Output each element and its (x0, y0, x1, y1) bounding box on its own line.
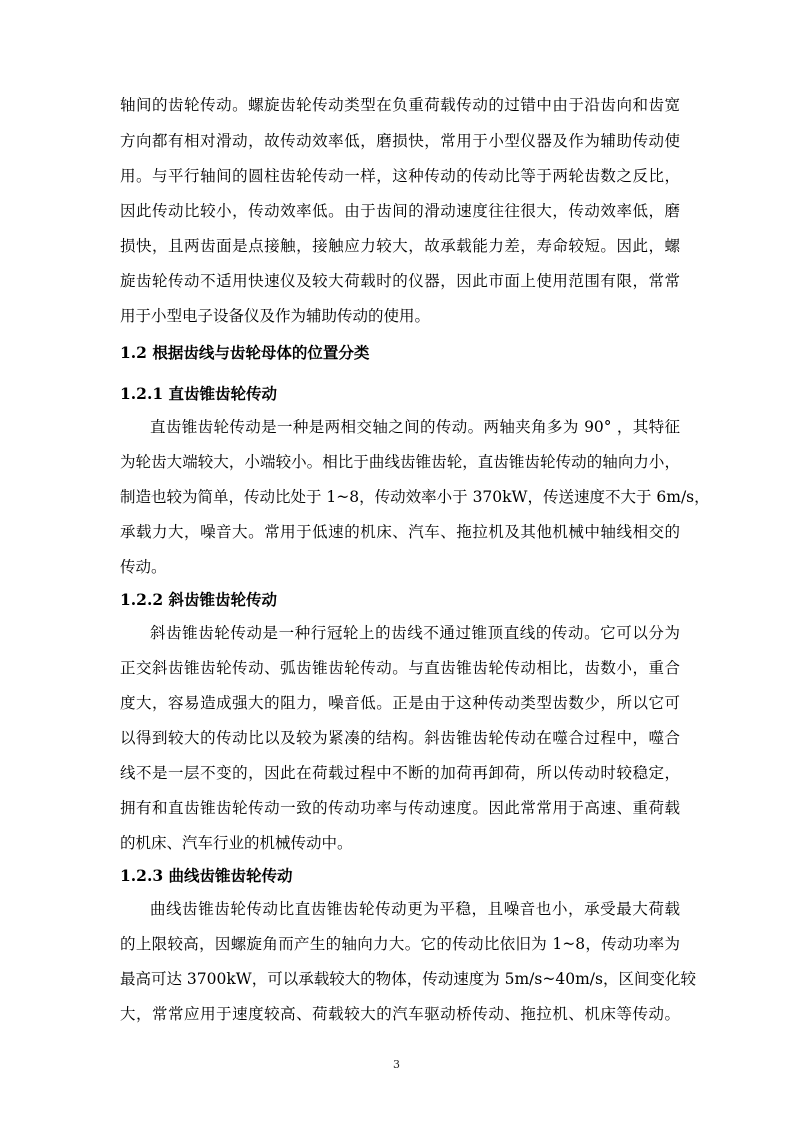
intro-line-5: 损快，且两齿面是点接触，接触应力较大，故承载能力差，寿命较短。因此，螺 (120, 237, 680, 255)
section-1-2-heading: 1.2 根据齿线与齿轮母体的位置分类 (120, 343, 370, 362)
section-1-2-3-line-3: 最高可达 3700kW，可以承载较大的物体，传动速度为 5m/s~40m/s，区间变化较 (120, 970, 696, 988)
section-1-2-2-line-4: 以得到较大的传动比以及较为紧凑的结构。斜齿锥齿轮传动在噬合过程中，噬合 (120, 729, 680, 747)
intro-line-1: 轴间的齿轮传动。螺旋齿轮传动类型在负重荷载传动的过错中由于沿齿向和齿宽 (120, 96, 680, 114)
section-1-2-2-line-6: 拥有和直齿锥齿轮传动一致的传动功率与传动速度。因此常常用于高速、重荷载 (120, 799, 680, 817)
section-1-2-2-line-1: 斜齿锥齿轮传动是一种行冠轮上的齿线不通过锥顶直线的传动。它可以分为 (150, 624, 680, 642)
section-1-2-2-heading: 1.2.2 斜齿锥齿轮传动 (120, 590, 278, 609)
section-1-2-1-line-5: 传动。 (120, 558, 167, 576)
section-1-2-2-line-5: 线不是一层不变的，因此在荷载过程中不断的加荷再卸荷，所以传动时较稳定， (120, 764, 680, 782)
section-1-2-3-heading: 1.2.3 曲线齿锥齿轮传动 (120, 866, 293, 885)
page-number: 3 (393, 1058, 400, 1071)
intro-line-3: 用。与平行轴间的圆柱齿轮传动一样，这种传动的传动比等于两轮齿数之反比， (120, 167, 680, 185)
section-1-2-3-line-4: 大，常常应用于速度较高、荷载较大的汽车驱动桥传动、拖拉机、机床等传动。 (120, 1005, 680, 1023)
section-1-2-1-line-1: 直齿锥齿轮传动是一种是两相交轴之间的传动。两轴夹角多为 90° ，其特征 (150, 418, 680, 436)
section-1-2-2-line-3: 度大，容易造成强大的阻力，噪音低。正是由于这种传动类型齿数少，所以它可 (120, 694, 680, 712)
intro-line-6: 旋齿轮传动不适用快速仪及较大荷载时的仪器，因此市面上使用范围有限，常常 (120, 272, 680, 290)
section-1-2-2-line-7: 的机床、汽车行业的机械传动中。 (120, 834, 353, 852)
section-1-2-1-line-2: 为轮齿大端较大，小端较小。相比于曲线齿锥齿轮，直齿锥齿轮传动的轴向力小， (120, 453, 680, 471)
section-1-2-1-line-3: 制造也较为简单，传动比处于 1~8，传动效率小于 370kW，传送速度不大于 6m/s， (120, 488, 710, 506)
intro-line-2: 方向都有相对滑动，故传动效率低，磨损快，常用于小型仪器及作为辅助传动使 (120, 132, 680, 150)
section-1-2-1-line-4: 承载力大，噪音大。常用于低速的机床、汽车、拖拉机及其他机械中轴线相交的 (120, 523, 680, 541)
section-1-2-2-line-2: 正交斜齿锥齿轮传动、弧齿锥齿轮传动。与直齿锥齿轮传动相比，齿数小，重合 (120, 659, 680, 677)
section-1-2-1-heading: 1.2.1 直齿锥齿轮传动 (120, 384, 278, 403)
intro-line-4: 因此传动比较小，传动效率低。由于齿间的滑动速度往往很大，传动效率低，磨 (120, 202, 680, 220)
intro-line-7: 用于小型电子设备仪及作为辅助传动的使用。 (120, 307, 431, 325)
section-1-2-3-line-2: 的上限较高，因螺旋角而产生的轴向力大。它的传动比依旧为 1~8，传动功率为 (120, 935, 680, 953)
section-1-2-3-line-1: 曲线齿锥齿轮传动比直齿锥齿轮传动更为平稳，且噪音也小，承受最大荷载 (150, 900, 680, 918)
